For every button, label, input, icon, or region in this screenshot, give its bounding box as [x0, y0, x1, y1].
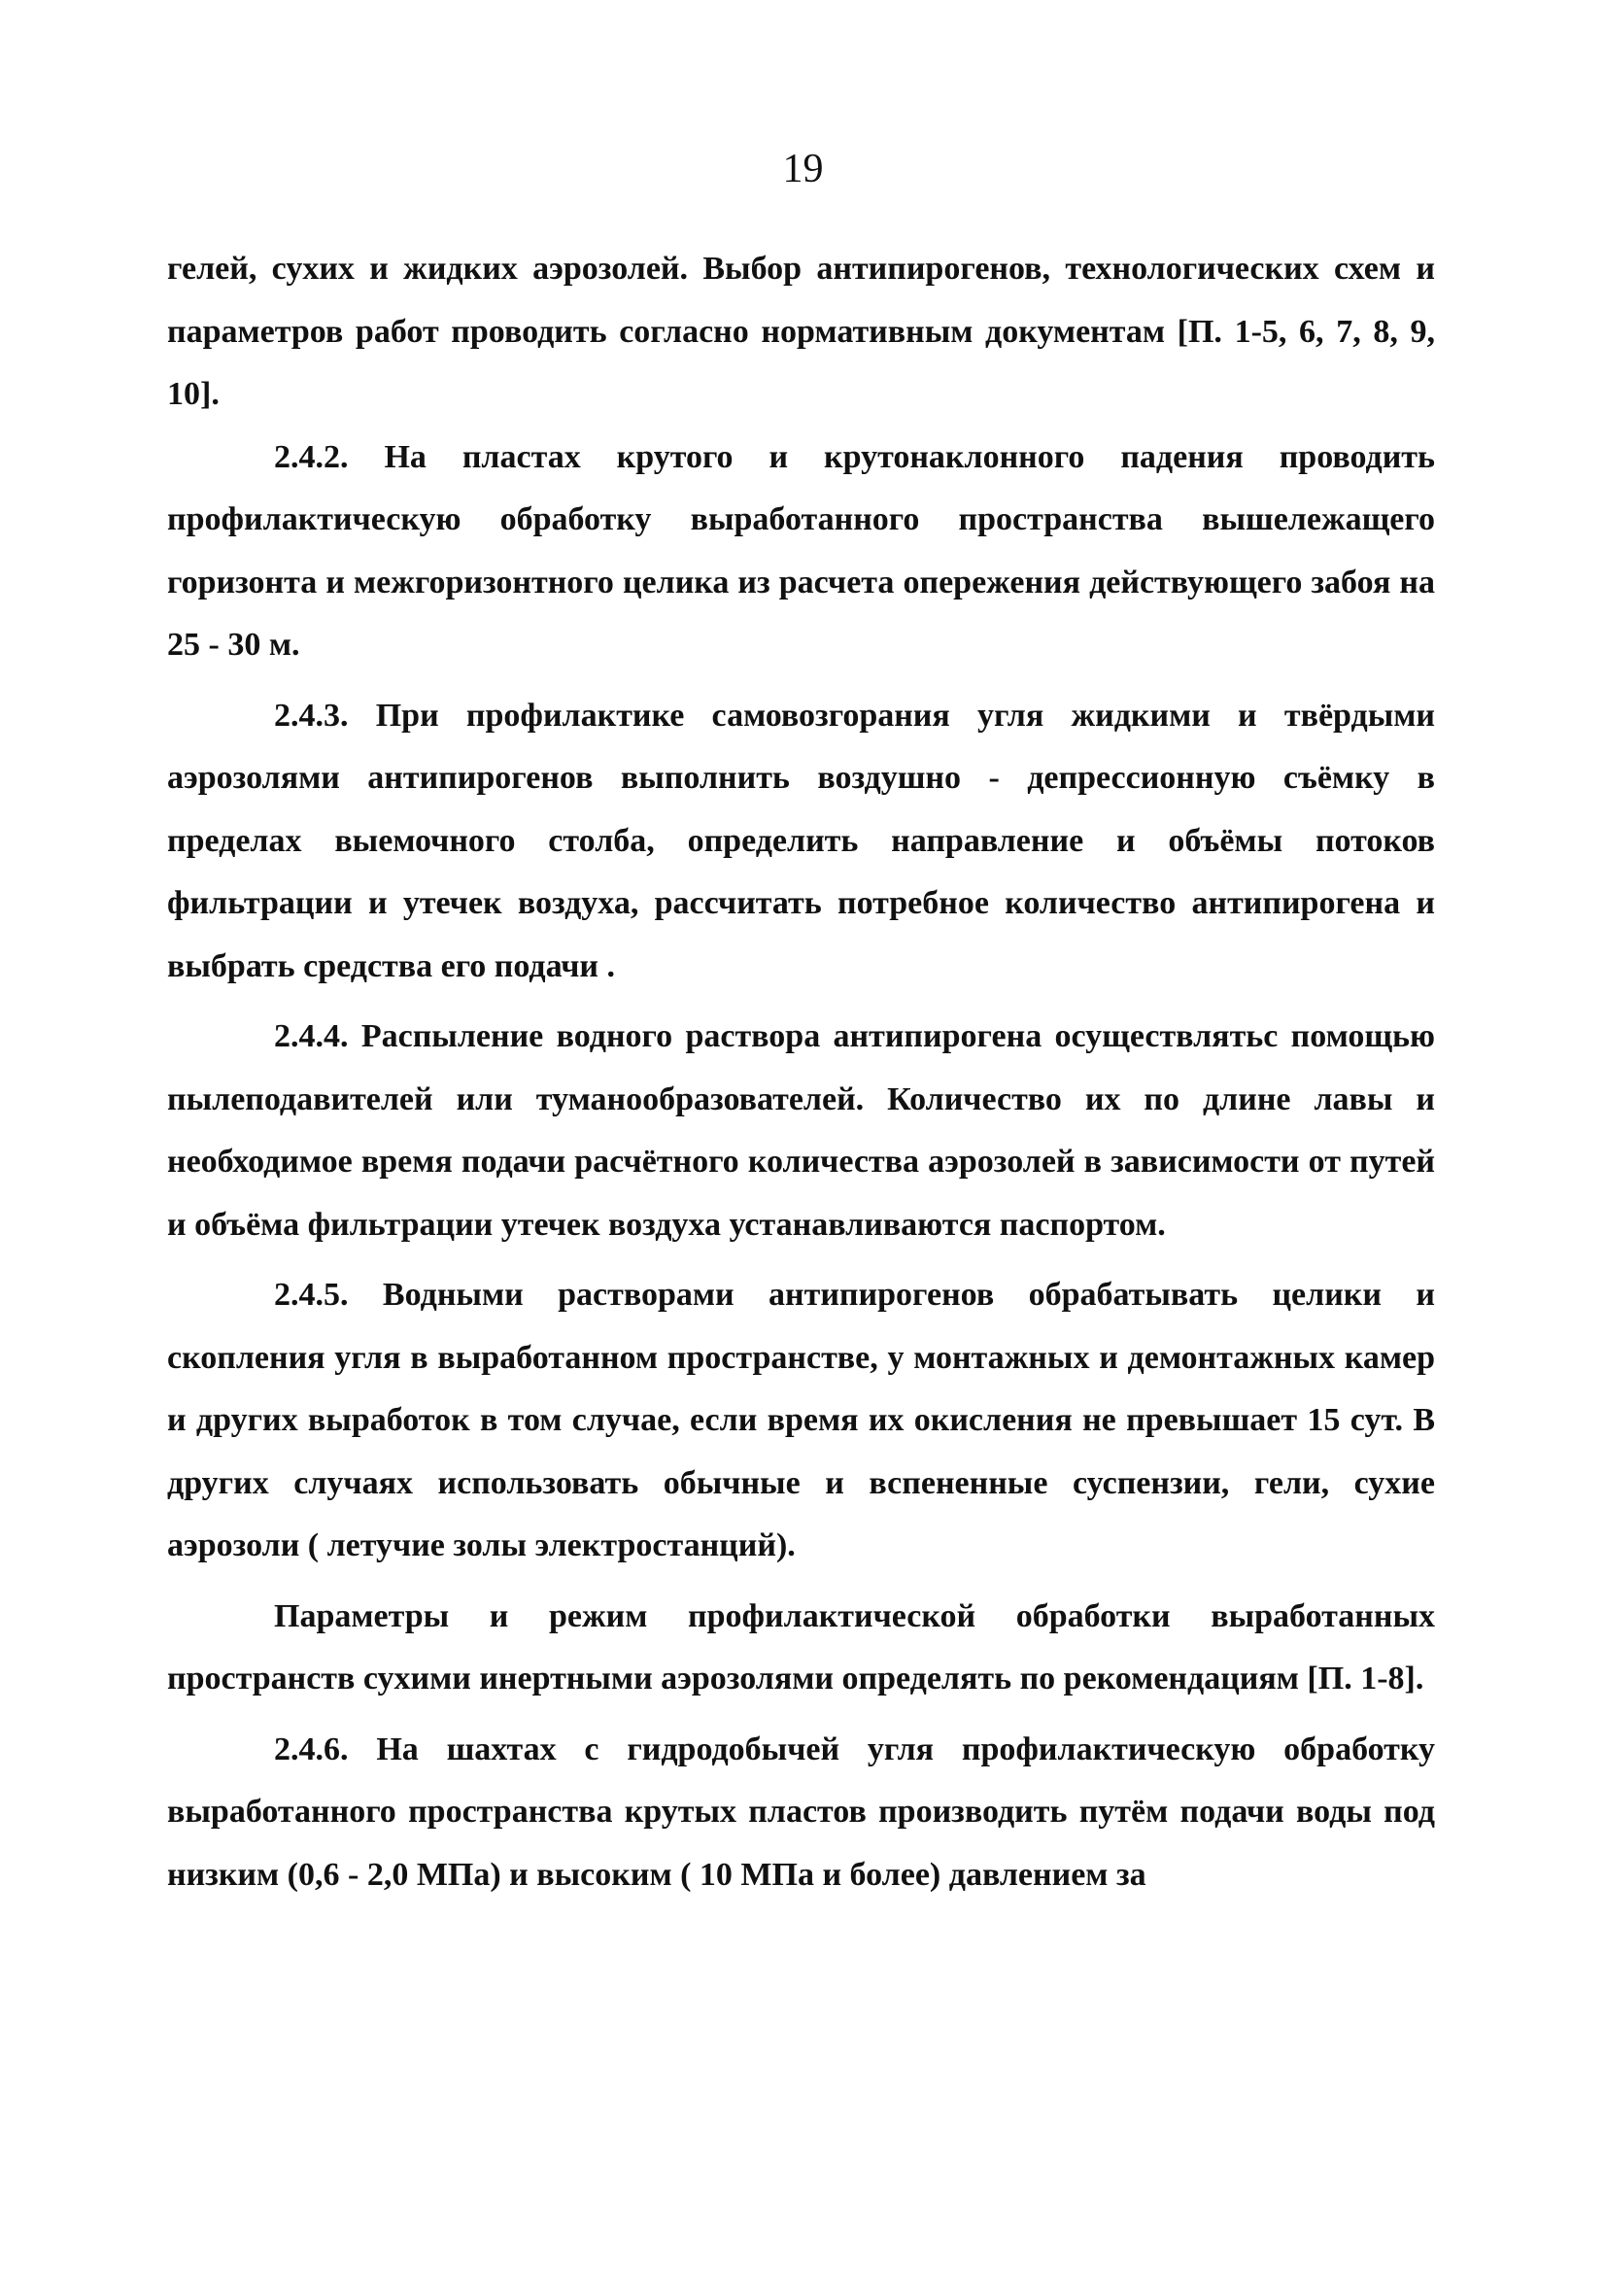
paragraph-2-4-5: 2.4.5. Водными растворами антипирогенов обрабатывать целики и скопления угля в выработанном пространстве, у монтажных и демонтажных камер и других выработок в том случае, если время их окисления не превышает 15 сут. В других случаях использовать обычные и вспененные суспензии, гели, сухие аэрозоли ( летучие золы электростанций).	[167, 1277, 1435, 1563]
paragraph-continuation: гелей, сухих и жидких аэрозолей. Выбор антипирогенов, технологических схем и параметров работ проводить согласно нормативным документам [П. 1-5, 6, 7, 8, 9, 10].	[167, 251, 1435, 412]
document-body	[167, 238, 1435, 1906]
paragraph-2-4-3: 2.4.3. При профилактике самовозгорания угля жидкими и твёрдыми аэрозолями антипирогенов выполнить воздушно - депрессионную съёмку в пределах выемочного столба, определить направление и объёмы потоков фильтрации и утечек воздуха, рассчитать потребное количество антипирогена и выбрать средства его подачи .	[167, 697, 1435, 984]
paragraph-parameters: Параметры и режим профилактической обработки выработанных пространств сухими инертными аэрозолями определять по рекомендациям [П. 1-8].	[167, 1597, 1435, 1696]
page-number: 19	[782, 147, 824, 191]
paragraph-2-4-4: 2.4.4. Распыление водного раствора антипирогена осуществлятьс помощью пылеподавителей или туманообразователей. Количество их по длине лавы и необходимое время подачи расчётного количества аэрозолей в зависимости от путей и объёма фильтрации утечек воздуха устанавливаются паспортом.	[167, 1018, 1435, 1243]
paragraph-2-4-6: 2.4.6. На шахтах с гидродобычей угля профилактическую обработку выработанного пространства крутых пластов производить путём подачи воды под низким (0,6 - 2,0 МПа) и высоким ( 10 МПа и более) давлением за	[167, 1731, 1435, 1893]
paragraph-2-4-2: 2.4.2. На пластах крутого и крутонаклонного падения проводить профилактическую обработку выработанного пространства вышележащего горизонта и межгоризонтного целика из расчета опережения действующего забоя на 25 - 30 м.	[167, 438, 1435, 663]
